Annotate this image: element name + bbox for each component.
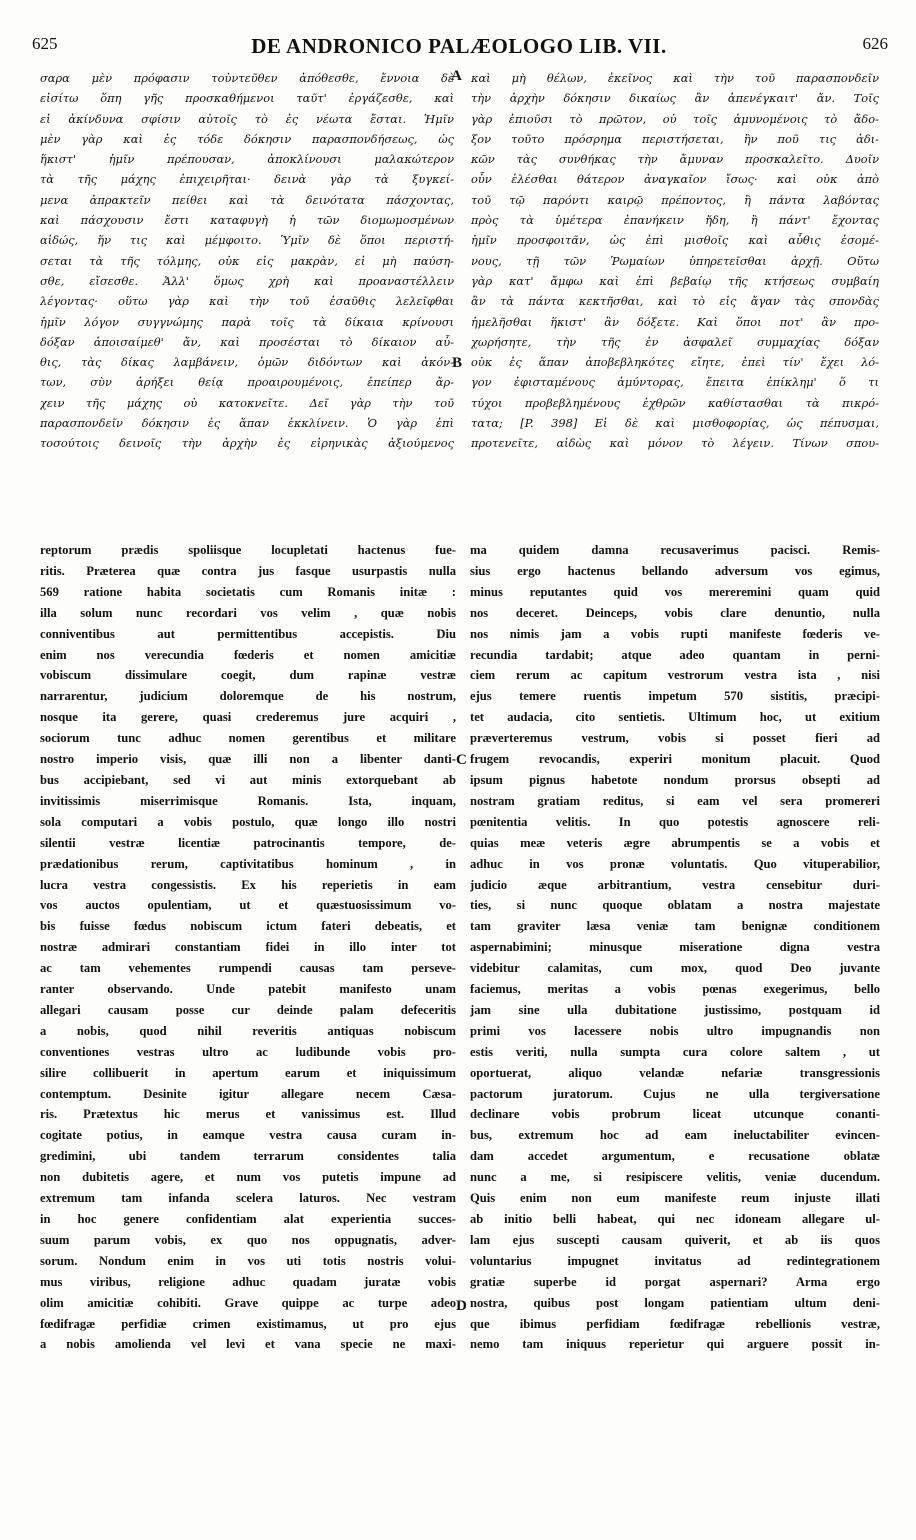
text-line: pactorum juratorum. Cujus ne ulla tergiversatione [470,1086,880,1101]
text-line: pœnitentia velitis. In quo potestis agnoscere reli- [470,814,880,829]
text-line: ejus temere ruentis impetum 570 sistitis, præcipi- [470,689,880,704]
text-line: declinare vobis probrum liceat utcunque conanti- [470,1107,880,1122]
text-line: lucra vestra congessistis. Ex his reperietis in eam [40,877,456,892]
text-line: voluntarius impugnet invitatus ad redintegrationem [470,1253,880,1268]
page-number-right: 626 [862,34,888,53]
text-line: faciemus, meritas a vobis pœnas exegerimus, bello [470,982,880,997]
text-line: ἡμῖν προσφοιτᾶν, ὡς ἐπὶ μισθοῖς καὶ αὖθις ἐσομέ- [471,233,879,248]
text-line: ciem rerum ac capitum vestrorum vestra ista , nisi [470,668,880,683]
text-line: nemo tam iniquus reperietur qui arguere possit in- [470,1337,880,1352]
text-line: ξον τοῦτο πρόσρημα περιστήσεται, ἣν ποῦ τις ἀδι- [471,131,879,146]
text-line: non dubitetis agere, et num vos putetis impune ad [40,1170,456,1185]
text-line: ἥκιστ' ἡμῖν πρέπουσαν, ἀποκλίνουσι μαλακώτερον [40,152,454,167]
text-line: εἰ ἀκίνδυνα σφίσιν αὐτοῖς τὸ ἐς νέωτα ἔσται. Ἡμῖν [40,111,454,126]
text-line: sola computari a vobis postulo, quæ longo illo nostri [40,814,456,829]
text-line: σθε, εἴσεσθε. Ἀλλ' ὅμως χρὴ καὶ προαναστέλλειν [40,273,454,288]
text-line: oportuerat, aliquo velandæ nefariæ transgressionis [470,1065,880,1080]
text-line: ma quidem damna recusaverimus pacisci. Remis- [470,543,880,557]
text-line: εἰσίτω ὅπη γῆς προσκαθήμενοι ταῦτ' ἐργάζεσθε, καὶ [40,91,454,106]
latin-column-left [40,540,456,1520]
text-line: χωρήσητε, τὴν τῆς ἐν ἀσφαλεῖ συμμαχίας δόξαν [471,334,879,349]
text-line: primi vos lacessere nobis ultro impugnandis non [470,1023,880,1038]
text-line: σαρα μὲν πρόφασιν τοὐντεῦθεν ἀπόθεσθε, ἔννοια δὲ [40,71,454,85]
text-line: conniventibus aut permittentibus accepistis. Diu [40,626,456,641]
text-line: minus reputantes quid vos mereremini quam quid [470,584,880,599]
text-line: suum parum vobis, ex quo nos oppugnatis, adver- [40,1232,456,1247]
text-line: adhuc in vos pronæ voluntatis. Quo vituperabilior, [470,856,880,871]
margin-letter-c: C [456,752,467,768]
text-line: fœdifragæ perfidiæ crimen existimamus, ut pro ejus [40,1316,456,1331]
text-line: nosque ita gerere, quasi crederemus jure acquiri , [40,710,456,725]
text-line: gratiæ superbe id porgat aspernari? Arma ergo [470,1274,880,1289]
text-line: bus accipiebant, sed vi aut minis extorquebant ab [40,772,456,787]
text-line: τὰ τῆς μάχης ἐπιχειρῆται· δεινὰ γὰρ τὰ ξυγκεί- [40,172,454,187]
text-line: nostræ admirari constantiam fidei in illo inter tot [40,940,456,955]
text-line: μὲν γὰρ καὶ ἐς τόδε δόκησιν παρασπονδήσεως, ὡς [40,131,454,146]
page-number-left: 625 [32,34,58,53]
text-line: προτενεῖτε, αἰδὼς καὶ μόνον τὸ λέγειν. Τίνων σπου- [471,436,879,451]
text-line: δόξαν ἀποισαίμεθ' ἄν, καὶ προσέσται τὸ δίκαιον αὖ- [40,334,454,349]
text-line: τὴν ἀρχὴν δόκησιν δικαίως ἂν ἀπενέγκαιτ' ἄν. Τοῖς [471,91,879,106]
text-line: tam graviter læsa veniæ tam benignæ conditionem [470,919,880,934]
text-line: σεται τὰ τῆς τόλμης, οὐκ εἰς μακρὰν, εἰ μὴ παύση- [40,253,454,268]
text-line: recundia tardabit; atque adeo quantam in perni- [470,647,880,662]
text-line: χειν τῆς μάχης οὐ κατοκνεῖτε. Δεῖ γὰρ τὴν τοῦ [40,395,454,410]
text-line: γὰρ ἐπιοῦσι τὸ πρῶτον, οὐ τοῖς ἀμυνομένοις τὸ ἄδο- [471,111,879,126]
text-line: a nobis amolienda vel levi et vana specie ne maxi- [40,1337,456,1352]
text-line: αἰδώς, ἥν τις καὶ μέμφοιτο. Ὑμῖν δὲ ὅποι περιστή- [40,233,454,248]
text-line: ἠμελῆσθαι ἥκιστ' ἂν δόξετε. Καὶ ὅποι ποτ' ἂν προ- [471,314,879,329]
text-line: silentii vestræ licentiæ patrocinantis tempore, de- [40,835,456,850]
text-line: videbitur calamitas, cum mox, quod Deo juvante [470,961,880,976]
margin-letter-a: A [451,68,462,84]
text-line: a nobis, quod nihil reveritis antiquas nobiscum [40,1023,456,1038]
text-line: prædationibus rerum, captivitatibus hominum , in [40,856,456,871]
text-line: lam ejus suscepti causam quiverit, et ab iis quos [470,1232,880,1247]
text-line: bis fuisse fœdus nobiscum ictum fateri debeatis, et [40,919,456,934]
text-line: que ibimus perfidiam fœdifragæ rebellionis vestræ, [470,1316,880,1331]
text-line: παρασπονδεῖν δόκησιν ἐς ἅπαν ἐκκλίνειν. Ὁ γὰρ ἐπὶ [40,416,454,431]
text-line: τατα; [P. 398] Εἰ δὲ καὶ μισθοφορίας, ὡς πέπυσμαι, [471,416,879,431]
text-line: aspernabimini; minusque miseratione digna vestra [470,940,880,955]
margin-letter-b: B [452,355,463,371]
text-line: olim amicitiæ cohibiti. Grave quippe ac turpe adeo [40,1295,456,1310]
text-line: cogitate potius, in eamque vestra causa curam in- [40,1128,456,1143]
text-line: τύχοι προβεβλημένους ἐχθρῶν καθίστασθαι τὰ πικρό- [471,395,879,410]
text-line: mus viribus, religione adhuc quadam juratæ vobis [40,1274,456,1289]
text-line: καὶ μὴ θέλων, ἐκεῖνος καὶ τὴν τοῦ παρασπονδεῖν [471,71,879,85]
text-line: illa solum nunc recordari vos velim , quæ nobis [40,605,456,620]
text-line: ac tam vehementes rumpendi causas tam perseve- [40,961,456,976]
running-header [24,14,894,58]
text-line: ranter observando. Unde patebit manifesto unam [40,982,456,997]
text-line: invitissimis miserrimisque Romanis. Ista, inquam, [40,793,456,808]
margin-letter-d: D [456,1298,467,1314]
text-line: γον ἐφισταμένους ἀμύντορας, ἔπειτα ἐπίκλημ' ὅ τι [471,375,879,390]
text-line: conventiones vestras ultro ac ludibunde vobis pro- [40,1044,456,1059]
text-line: contemptum. Desinite igitur allegare necem Cæsa- [40,1086,456,1101]
text-line: extremum tam infanda scelera laturos. Nec vestram [40,1191,456,1206]
text-line: των, σὺν ἀρήξει θείᾳ προαιρουμένοις, ἐπείπερ ἄρ- [40,375,454,390]
text-line: vobiscum dissimulare coegit, dum rapinæ vestræ [40,668,456,683]
text-line: estis veriti, nulla sumpta cura colore saltem , ut [470,1044,880,1059]
text-line: nostram gratiam reditus, si eam vel sera promereri [470,793,880,808]
text-line: frugem revocandis, experiri monitum placuit. Quod [470,752,880,767]
text-line: enim nos verecundia fœderis et nomen amicitiæ [40,647,456,662]
text-line: sorum. Nondum enim in vos uti totis nostris volui- [40,1253,456,1268]
text-line: gredimini, ubi tandem terrarum considentes talia [40,1149,456,1164]
text-line: tet audacia, cito sentietis. Ultimum hoc, ut exitium [470,710,880,725]
latin-column-right [470,540,880,1520]
text-line: ties, si nunc quoque oblatam a nostra majestate [470,898,880,913]
text-line: in hoc genere confidentiam alat experientia succes- [40,1212,456,1226]
text-line: sociorum tunc adhuc nomen gerentibus et militare [40,731,456,746]
text-line: ab initio belli habeat, qui nec idoneam allegare ul- [470,1212,880,1226]
text-line: silire collibuerit in apertum earum et iniquissimum [40,1065,456,1080]
text-line: ἡμῖν λόγον συγγνώμης παρὰ τοῖς τὰ δίκαια κρίνουσι [40,314,454,329]
text-line: οὖν ἑλέσθαι θάτερον ἀναγκαῖον ἴσως· καὶ οὐκ ἀπὸ [471,172,879,187]
text-line: vos auctos opulentiam, ut et quæstuosissimum vo- [40,898,456,913]
text-line: γὰρ κατ' ἄμφω καὶ ἐπὶ βεβαίῳ τῆς κτήσεως συμβαίη [471,273,879,288]
text-line: narrarentur, judicium doloremque de his nostrum, [40,689,456,704]
text-line: μενα ἀπρακτεῖν πείθει καὶ τὰ δεινότατα πάσχοντας, [40,192,454,207]
text-line: πρὸς τὰ ὑμέτερα ἐπανήκειν ἤδη, ἢ πάντ' ἔχοντας [471,213,879,228]
greek-column-right [471,68,879,528]
text-line: nostro imperio visis, quæ illi non a libenter danti- [40,752,456,767]
text-line: ritis. Præterea quæ contra jus fasque usurpastis nulla [40,563,456,578]
text-line: sius ergo hactenus bellando adversum vos egimus, [470,563,880,578]
text-line: ipsum pignus habetote nondum prorsus obsepti ad [470,772,880,787]
text-line: quias meæ veteris ægre abrumpentis se a vobis et [470,835,880,850]
greek-column-left [40,68,454,528]
text-line: præverteremus vestrum, vobis si posset fieri ad [470,731,880,746]
text-line: λέγοντας· οὕτω γὰρ καὶ τὴν τοῦ ἐσαῦθις λελεῖφθαι [40,294,454,309]
text-line: bus, extremum hoc ad eam ineluctabiliter evincen- [470,1128,880,1143]
text-line: nos nimis jam a vobis rupti manifeste fœderis ve- [470,626,880,641]
text-line: θις, τὰς δίκας λαμβάνειν, ὁμῶν διδόντων καὶ ἀκόν- [40,355,454,370]
text-line: οὐκ ἐς ἅπαν ἀποβεβληκότες εἴητε, ἐπεὶ τίν' ἔχει λό- [471,355,879,370]
text-line: dam accedet argumentum, e recusatione oblatæ [470,1149,880,1164]
text-line: ἂν τὰ πάντα κεκτῆσθαι, καὶ τὸ εἰς ἄγαν τὰς σπονδὰς [471,294,879,309]
text-line: nunc a me, si resipiscere velitis, veniæ ducendum. [470,1170,880,1185]
text-line: nos deceret. Deinceps, vobis clare denuntio, nulla [470,605,880,620]
text-line: νους, τῇ τῶν Ῥωμαίων ὑπηρετεῖσθαι ἀρχῇ. Οὕτω [471,253,879,268]
text-line: ris. Prætextus hic merus et vanissimus est. Illud [40,1107,456,1122]
text-line: jam sine ulla dubitatione justissimo, postquam id [470,1002,880,1017]
text-line: καὶ πάσχουσιν ἔστι καταφυγὴ ἡ τῶν διομωμοσμένων [40,213,454,228]
text-line: reptorum prædis spoliisque locupletati hactenus fue- [40,543,456,557]
text-line: τοσούτοις δεινοῖς τὴν ἀρχὴν ἐς εἰρηνικὰς ἀξιούμενος [40,436,454,451]
text-line: 569 ratione habita societatis cum Romanis initæ : [40,584,456,599]
running-title: DE ANDRONICO PALÆOLOGO LIB. VII. [251,34,667,58]
text-line: nostra, quibus post longam patientiam ultum deni- [470,1295,880,1310]
text-line: allegari causam posse cur deinde palam defeceritis [40,1002,456,1017]
text-line: Quis enim non eum manifeste reum injuste illati [470,1191,880,1206]
text-line: judicio æque arbitrantium, vestra censebitur duri- [470,877,880,892]
text-line: κῶν τὰς συνθήκας τὴν ἄμυναν προσκαλεῖτο. Δυοῖν [471,152,879,167]
text-line: τοῦ τῷ παρόντι καιρῷ πρέποντος, ἢ πάντα λαβόντας [471,192,879,207]
